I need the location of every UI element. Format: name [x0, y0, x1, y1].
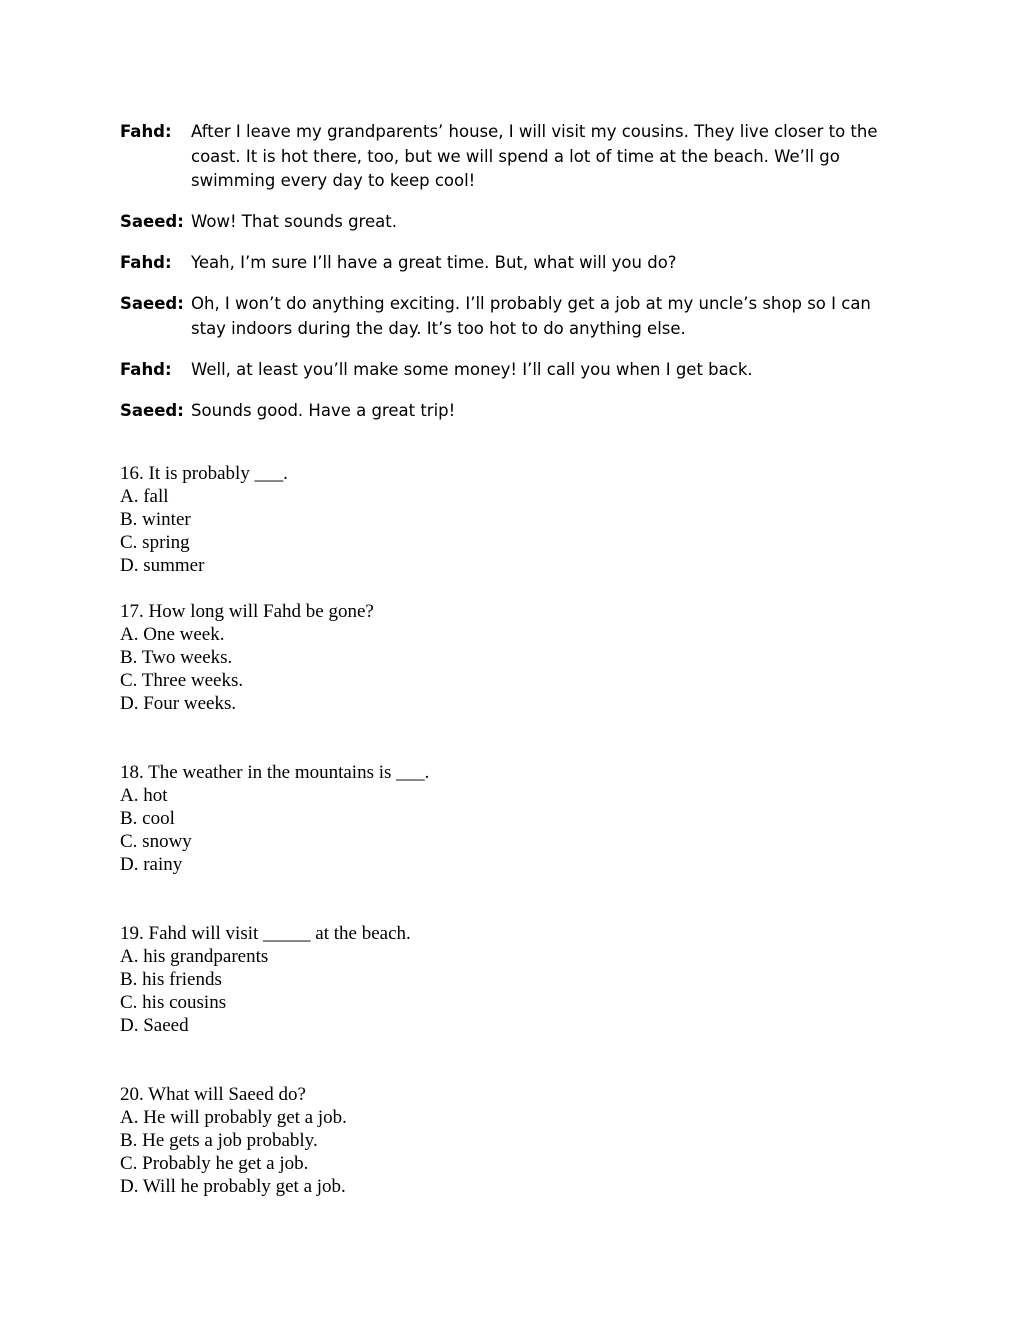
- answer-option: B. He gets a job probably.: [120, 1130, 318, 1151]
- dialogue-line: [120, 251, 900, 276]
- speaker-label: Saeed:: [120, 294, 184, 313]
- dialogue-line: [120, 210, 900, 235]
- dialogue-line: [120, 292, 900, 341]
- utterance-text: Sounds good. Have a great trip!: [191, 400, 456, 420]
- dialogue: [120, 120, 900, 440]
- utterance-text: Well, at least you’ll make some money! I’ll call you when I get back.: [191, 359, 753, 379]
- question-19: [120, 922, 900, 1037]
- utterance-text: Oh, I won’t do anything exciting. I’ll probably get a job at my uncle’s shop so I can stay indoors during the day. It’s too hot to do anything else.: [191, 294, 871, 338]
- answer-option: C. his cousins: [120, 992, 227, 1013]
- utterance-text: Yeah, I’m sure I’ll have a great time. But, what will you do?: [191, 253, 677, 272]
- utterance-text: After I leave my grandparents’ house, I will visit my cousins. They live closer to the coast. It is hot there, too, but we will spend a lot of time at the beach. We’ll go swimming every day to keep cool!: [191, 122, 878, 190]
- answer-option: C. Three weeks.: [120, 670, 244, 691]
- answer-option: B. Two weeks.: [120, 647, 233, 668]
- dialogue-line: [120, 358, 900, 383]
- speaker-label: Fahd:: [120, 359, 172, 379]
- question-20: [120, 1083, 900, 1198]
- answer-option: B. cool: [120, 808, 175, 829]
- answer-option: C. spring: [120, 532, 190, 553]
- utterance-text: Wow! That sounds great.: [191, 212, 397, 231]
- answer-option: A. One week.: [120, 624, 225, 645]
- answer-option: D. Will he probably get a job.: [120, 1176, 346, 1197]
- speaker-label: Saeed:: [120, 400, 184, 420]
- question-18: [120, 761, 900, 876]
- speaker-label: Fahd:: [120, 253, 172, 272]
- dialogue-line: [120, 120, 900, 194]
- question-list: [120, 462, 900, 1198]
- dialogue-line: [120, 399, 900, 424]
- answer-option: C. Probably he get a job.: [120, 1153, 309, 1174]
- answer-option: D. Saeed: [120, 1015, 189, 1036]
- answer-option: B. winter: [120, 509, 191, 530]
- answer-option: B. his friends: [120, 969, 222, 990]
- answer-option: A. fall: [120, 486, 169, 507]
- answer-option: D. rainy: [120, 854, 183, 875]
- speaker-label: Saeed:: [120, 212, 184, 231]
- speaker-label: Fahd:: [120, 122, 172, 141]
- question-text: 18. The weather in the mountains is ___.: [120, 762, 430, 783]
- question-16: [120, 462, 900, 577]
- answer-option: C. snowy: [120, 831, 192, 852]
- question-text: 20. What will Saeed do?: [120, 1084, 306, 1105]
- answer-option: D. summer: [120, 555, 205, 576]
- question-text: 17. How long will Fahd be gone?: [120, 601, 374, 622]
- question-text: 16. It is probably ___.: [120, 463, 288, 484]
- answer-option: D. Four weeks.: [120, 693, 237, 714]
- question-17: [120, 600, 900, 715]
- answer-option: A. He will probably get a job.: [120, 1107, 347, 1128]
- answer-option: A. hot: [120, 785, 168, 806]
- question-text: 19. Fahd will visit _____ at the beach.: [120, 923, 411, 944]
- answer-option: A. his grandparents: [120, 946, 269, 967]
